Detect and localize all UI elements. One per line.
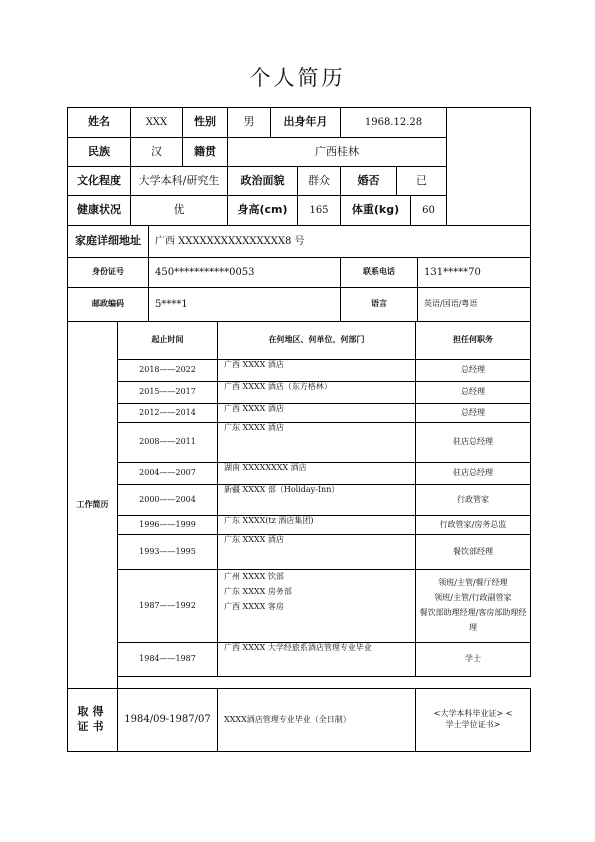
work-row-position [415, 403, 531, 423]
work-row-period: 2015——2017 [117, 381, 218, 404]
work-row-employer-line: 广西 XXXX 酒店 [224, 360, 284, 369]
work-row-employer [217, 403, 416, 423]
name-value: XXX [130, 107, 183, 138]
work-row-employer-line: 广州 XXXX 饮部 [224, 572, 284, 581]
work-row-employer [217, 359, 416, 382]
work-row-employer-line: 广西 XXXX 大学经旅系酒店管理专业毕业 [224, 643, 372, 652]
ethnic-value: 汉 [130, 137, 183, 167]
work-row-period: 2004——2007 [117, 462, 218, 485]
height-value: 165 [297, 195, 341, 226]
work-row-employer-line: 新疆 XXXX 部（Holiday-Inn） [224, 485, 340, 494]
work-row-position [415, 359, 531, 382]
work-row-employer [217, 422, 416, 463]
work-row-position-line: 驻店总经理 [453, 437, 493, 447]
work-row-position-line: 餐饮部经理 [453, 546, 493, 556]
work-row-period: 1984——1987 [117, 642, 218, 677]
certificate-item: 学士学位证书> [445, 720, 501, 729]
work-row-position [415, 569, 531, 643]
phone-value: 131*****70 [417, 257, 531, 288]
language-label: 语言 [340, 287, 418, 322]
work-row-position [415, 422, 531, 463]
work-row-employer [217, 515, 416, 535]
work-row-period: 2018——2022 [117, 359, 218, 382]
postal-code-label: 邮政编码 [67, 287, 149, 322]
marital-value: 已 [396, 166, 447, 196]
marital-label: 婚否 [340, 166, 397, 196]
work-row-employer-line: 广西 XXXX 酒店（东方格林） [224, 382, 332, 391]
page-title: 个人简历 [249, 66, 346, 90]
politics-value: 群众 [297, 166, 341, 196]
address-label: 家庭详细地址 [67, 225, 149, 258]
gender-value: 男 [227, 107, 271, 138]
work-row-position-line: 驻店总经理 [453, 468, 493, 478]
origin-label: 籍贯 [182, 137, 228, 167]
work-row-position-line: 总经理 [461, 387, 485, 397]
work-row-employer-line: 湖南 XXXXXXXX 酒店 [224, 463, 307, 472]
phone-label: 联系电话 [340, 257, 418, 288]
name-label: 姓名 [67, 107, 131, 138]
work-row-employer-line: 广西 XXXX 酒店 [224, 404, 284, 413]
work-header-position: 担任何职务 [415, 321, 531, 360]
work-row-employer [217, 534, 416, 570]
work-row-employer [217, 462, 416, 485]
work-row-period: 1987——1992 [117, 569, 218, 643]
politics-label: 政治面貌 [227, 166, 298, 196]
work-row-position-line: 行政管家/房务总监 [439, 519, 507, 529]
certificate-item: <大学本科毕业证> < [433, 709, 513, 719]
health-value: 优 [130, 195, 228, 226]
work-row-period: 1996——1999 [117, 515, 218, 535]
certificate-description: XXXX酒店管理专业毕业（全日制） [217, 688, 416, 752]
work-header-employer: 在何地区、何单位、何部门 [217, 321, 416, 360]
work-row-position-line: 餐饮部助理经理/客房部助理经 [419, 608, 527, 617]
work-row-employer-line: 广东 XXXX 酒店 [224, 535, 284, 544]
work-row-employer [217, 484, 416, 516]
work-row-employer-line: 广西 XXXX 客房 [224, 601, 284, 611]
gender-label: 性别 [182, 107, 228, 138]
work-row-position [415, 484, 531, 516]
work-row-employer-line: 广东 XXXX 酒店 [224, 423, 284, 432]
certificate-period: 1984/09-1987/07 [117, 688, 218, 752]
work-row-position-line: 学士 [465, 654, 481, 664]
height-label: 身高(cm) [227, 195, 298, 226]
education-value: 大学本科/研究生 [130, 166, 228, 196]
work-row-position [415, 534, 531, 570]
photo-box [446, 107, 531, 226]
education-label: 文化程度 [67, 166, 131, 196]
certificate-list [415, 688, 531, 752]
work-history-label: 工作简历 [67, 321, 118, 689]
certificate-label-text: 取得证书 [77, 705, 108, 733]
id-number-value: 450***********0053 [148, 257, 341, 288]
address-value: 广西 XXXXXXXXXXXXXXX8 号 [148, 225, 531, 258]
work-row-period: 2008——2011 [117, 422, 218, 463]
work-row-position [415, 462, 531, 485]
language-value: 英语/国语/粤语 [417, 287, 531, 322]
work-row-position-line: 领班/主管/行政副管家 [434, 593, 512, 603]
work-row-employer [217, 569, 416, 643]
health-label: 健康状况 [67, 195, 131, 226]
postal-code-value: 5****1 [148, 287, 341, 322]
work-header-period: 起止时间 [117, 321, 218, 360]
work-row-period: 1993——1995 [117, 534, 218, 570]
work-row-period: 2012——2014 [117, 403, 218, 423]
weight-value: 60 [410, 195, 447, 226]
origin-value: 广西桂林 [227, 137, 447, 167]
id-number-label: 身份证号 [67, 257, 149, 288]
work-row-position-line: 总经理 [461, 365, 485, 375]
certificate-label [67, 688, 118, 752]
work-row-employer-line: 广东 XXXX(tz 酒店集团) [224, 516, 314, 525]
work-row-employer [217, 381, 416, 404]
birth-value: 1968.12.28 [340, 107, 447, 138]
work-row-position [415, 381, 531, 404]
work-row-employer [217, 642, 416, 677]
work-row-position-line: 总经理 [461, 407, 485, 417]
work-row-position-line: 行政管家 [457, 494, 489, 504]
weight-label: 体重(kg) [340, 195, 411, 226]
work-row-position-line: 理 [469, 622, 477, 632]
birth-label: 出身年月 [270, 107, 341, 138]
ethnic-label: 民族 [67, 137, 131, 167]
work-row-period: 2000——2004 [117, 484, 218, 516]
work-row-employer-line: 广东 XXXX 房务部 [224, 586, 292, 596]
work-row-position-line: 领班/主管/餐厅经理 [438, 578, 508, 588]
work-row-position [415, 515, 531, 535]
work-row-position [415, 642, 531, 677]
